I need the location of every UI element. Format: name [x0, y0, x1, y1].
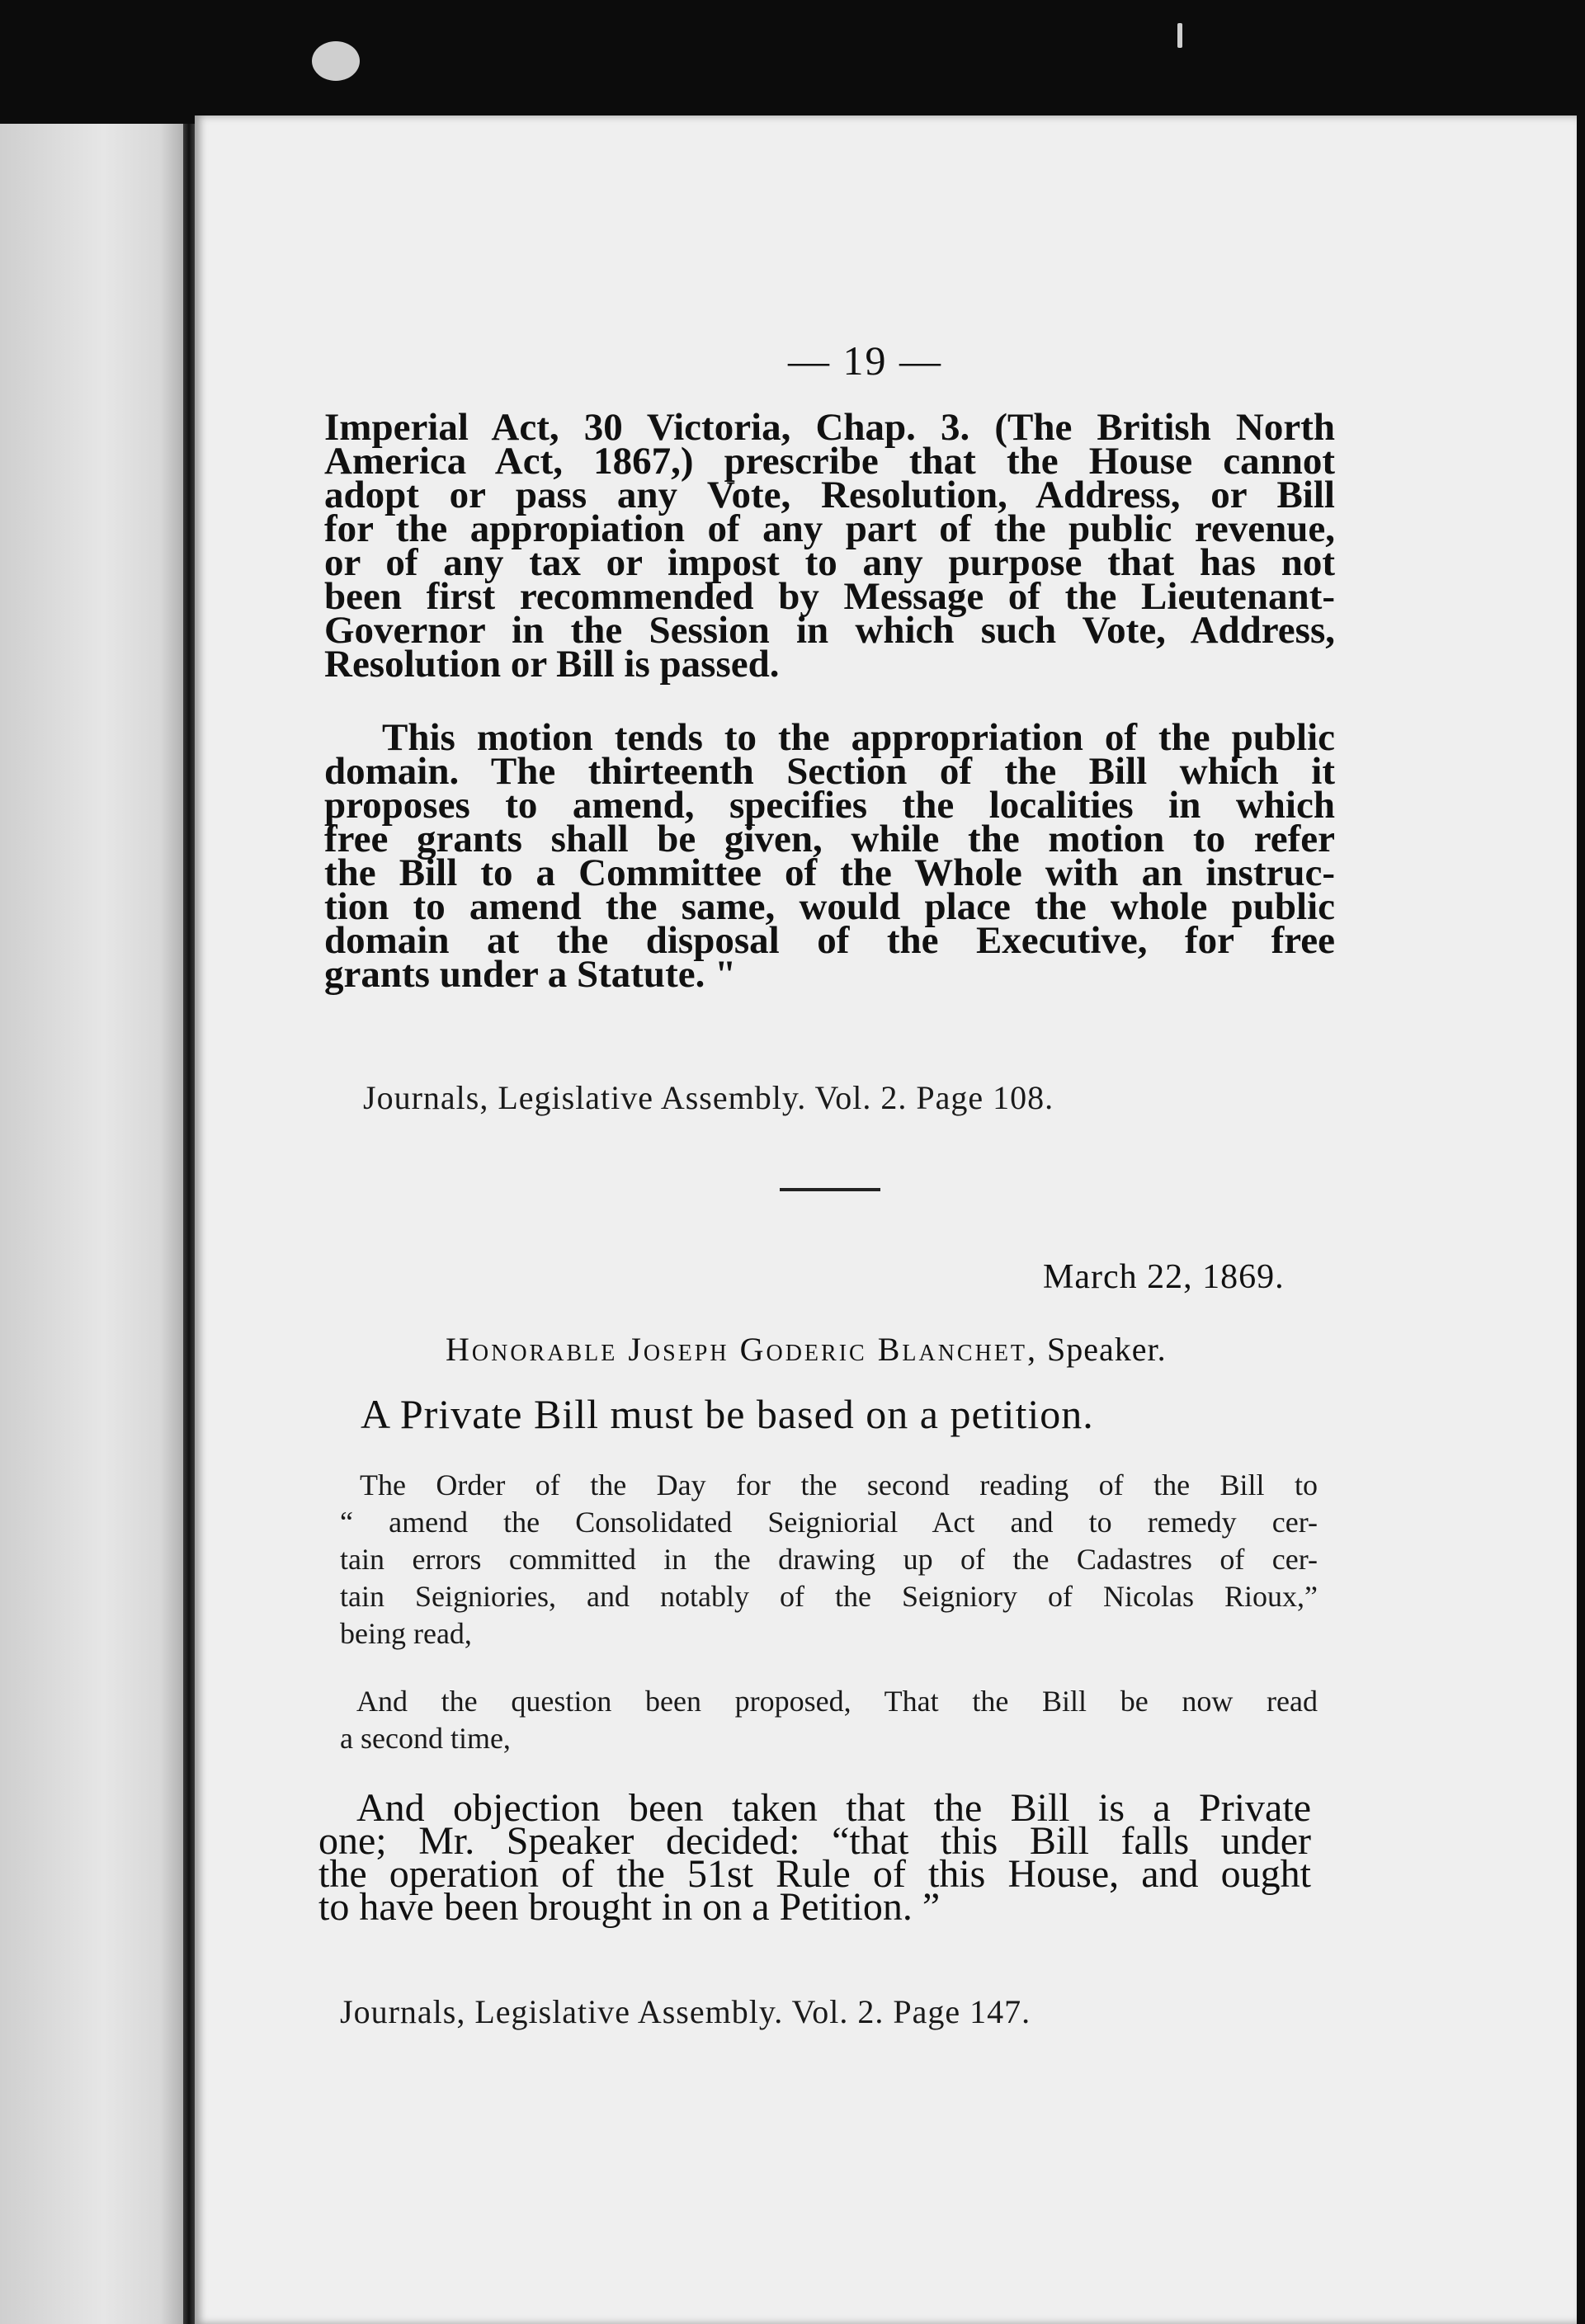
text-line: And the question been proposed, That the Bill be now read	[356, 1685, 1318, 1718]
text-line: domain. The thirteenth Section of the Bill which it	[324, 750, 1335, 793]
text-line: being read,	[340, 1617, 472, 1650]
text-line: And objection been taken that the Bill is a Private	[356, 1786, 1311, 1830]
text-line: tain Seigniories, and notably of the Seigniory of Nicolas Rioux,”	[340, 1580, 1318, 1613]
paragraph-imperial-act	[324, 406, 1335, 686]
text-line: for the appropiation of any part of the public revenue,	[324, 507, 1335, 550]
citation-journals: Journals, Legislative Assembly. Vol. 2. Page 108.	[363, 1079, 1054, 1116]
text-line: the Bill to a Committee of the Whole with an instruc-	[324, 851, 1335, 894]
left-page-edge	[0, 124, 188, 2324]
paragraph-objection	[318, 1786, 1311, 1929]
ruling-heading: A Private Bill must be based on a petition.	[361, 1391, 1094, 1437]
paragraph-motion	[324, 716, 1335, 996]
text-line: the operation of the 51st Rule of this House, and ought	[318, 1852, 1311, 1896]
text-line: a second time,	[340, 1722, 511, 1755]
speaker-name: Honorable Joseph Goderic Blanchet,	[446, 1331, 1039, 1368]
speaker-line	[446, 1330, 1167, 1369]
text-line: adopt or pass any Vote, Resolution, Address, or Bill	[324, 474, 1335, 516]
text-line: or of any tax or impost to any purpose that has not	[324, 541, 1335, 584]
book-gutter	[183, 124, 195, 2324]
page-number: — 19 —	[788, 337, 942, 384]
text-line: grants under a Statute. "	[324, 953, 737, 996]
paragraph-question	[340, 1683, 1318, 1757]
speaker-title: Speaker.	[1047, 1331, 1167, 1368]
scan-speck	[1177, 23, 1182, 48]
section-divider	[780, 1188, 880, 1191]
text-line: tion to amend the same, would place the whole public	[324, 885, 1335, 928]
scan-speck	[312, 41, 360, 81]
text-line: Governor in the Session in which such Vote, Address,	[324, 609, 1335, 652]
text-line: domain at the disposal of the Executive, for free	[324, 919, 1335, 962]
text-line: Resolution or Bill is passed.	[324, 643, 780, 686]
entry-date: March 22, 1869.	[1043, 1258, 1285, 1296]
text-line: proposes to amend, specifies the localities in which	[324, 784, 1335, 827]
text-line: The Order of the Day for the second reading of the Bill to	[360, 1468, 1318, 1501]
text-line: been first recommended by Message of the Lieutenant-	[324, 575, 1335, 618]
text-line: Imperial Act, 30 Victoria, Chap. 3. (The British North	[324, 406, 1335, 449]
text-line: one; Mr. Speaker decided: “that this Bill falls under	[318, 1819, 1311, 1863]
text-line: America Act, 1867,) prescribe that the House cannot	[324, 440, 1335, 483]
text-line: free grants shall be given, while the motion to refer	[324, 818, 1335, 860]
paragraph-order-of-day	[340, 1467, 1318, 1652]
text-line: to have been brought in on a Petition. ”	[318, 1885, 941, 1929]
citation-journals: Journals, Legislative Assembly. Vol. 2. Page 147.	[340, 1993, 1031, 2030]
text-line: “ amend the Consolidated Seigniorial Act and to remedy cer-	[340, 1506, 1318, 1539]
text-line: tain errors committed in the drawing up of the Cadastres of cer-	[340, 1543, 1318, 1576]
text-line: This motion tends to the appropriation of the public	[382, 716, 1335, 759]
